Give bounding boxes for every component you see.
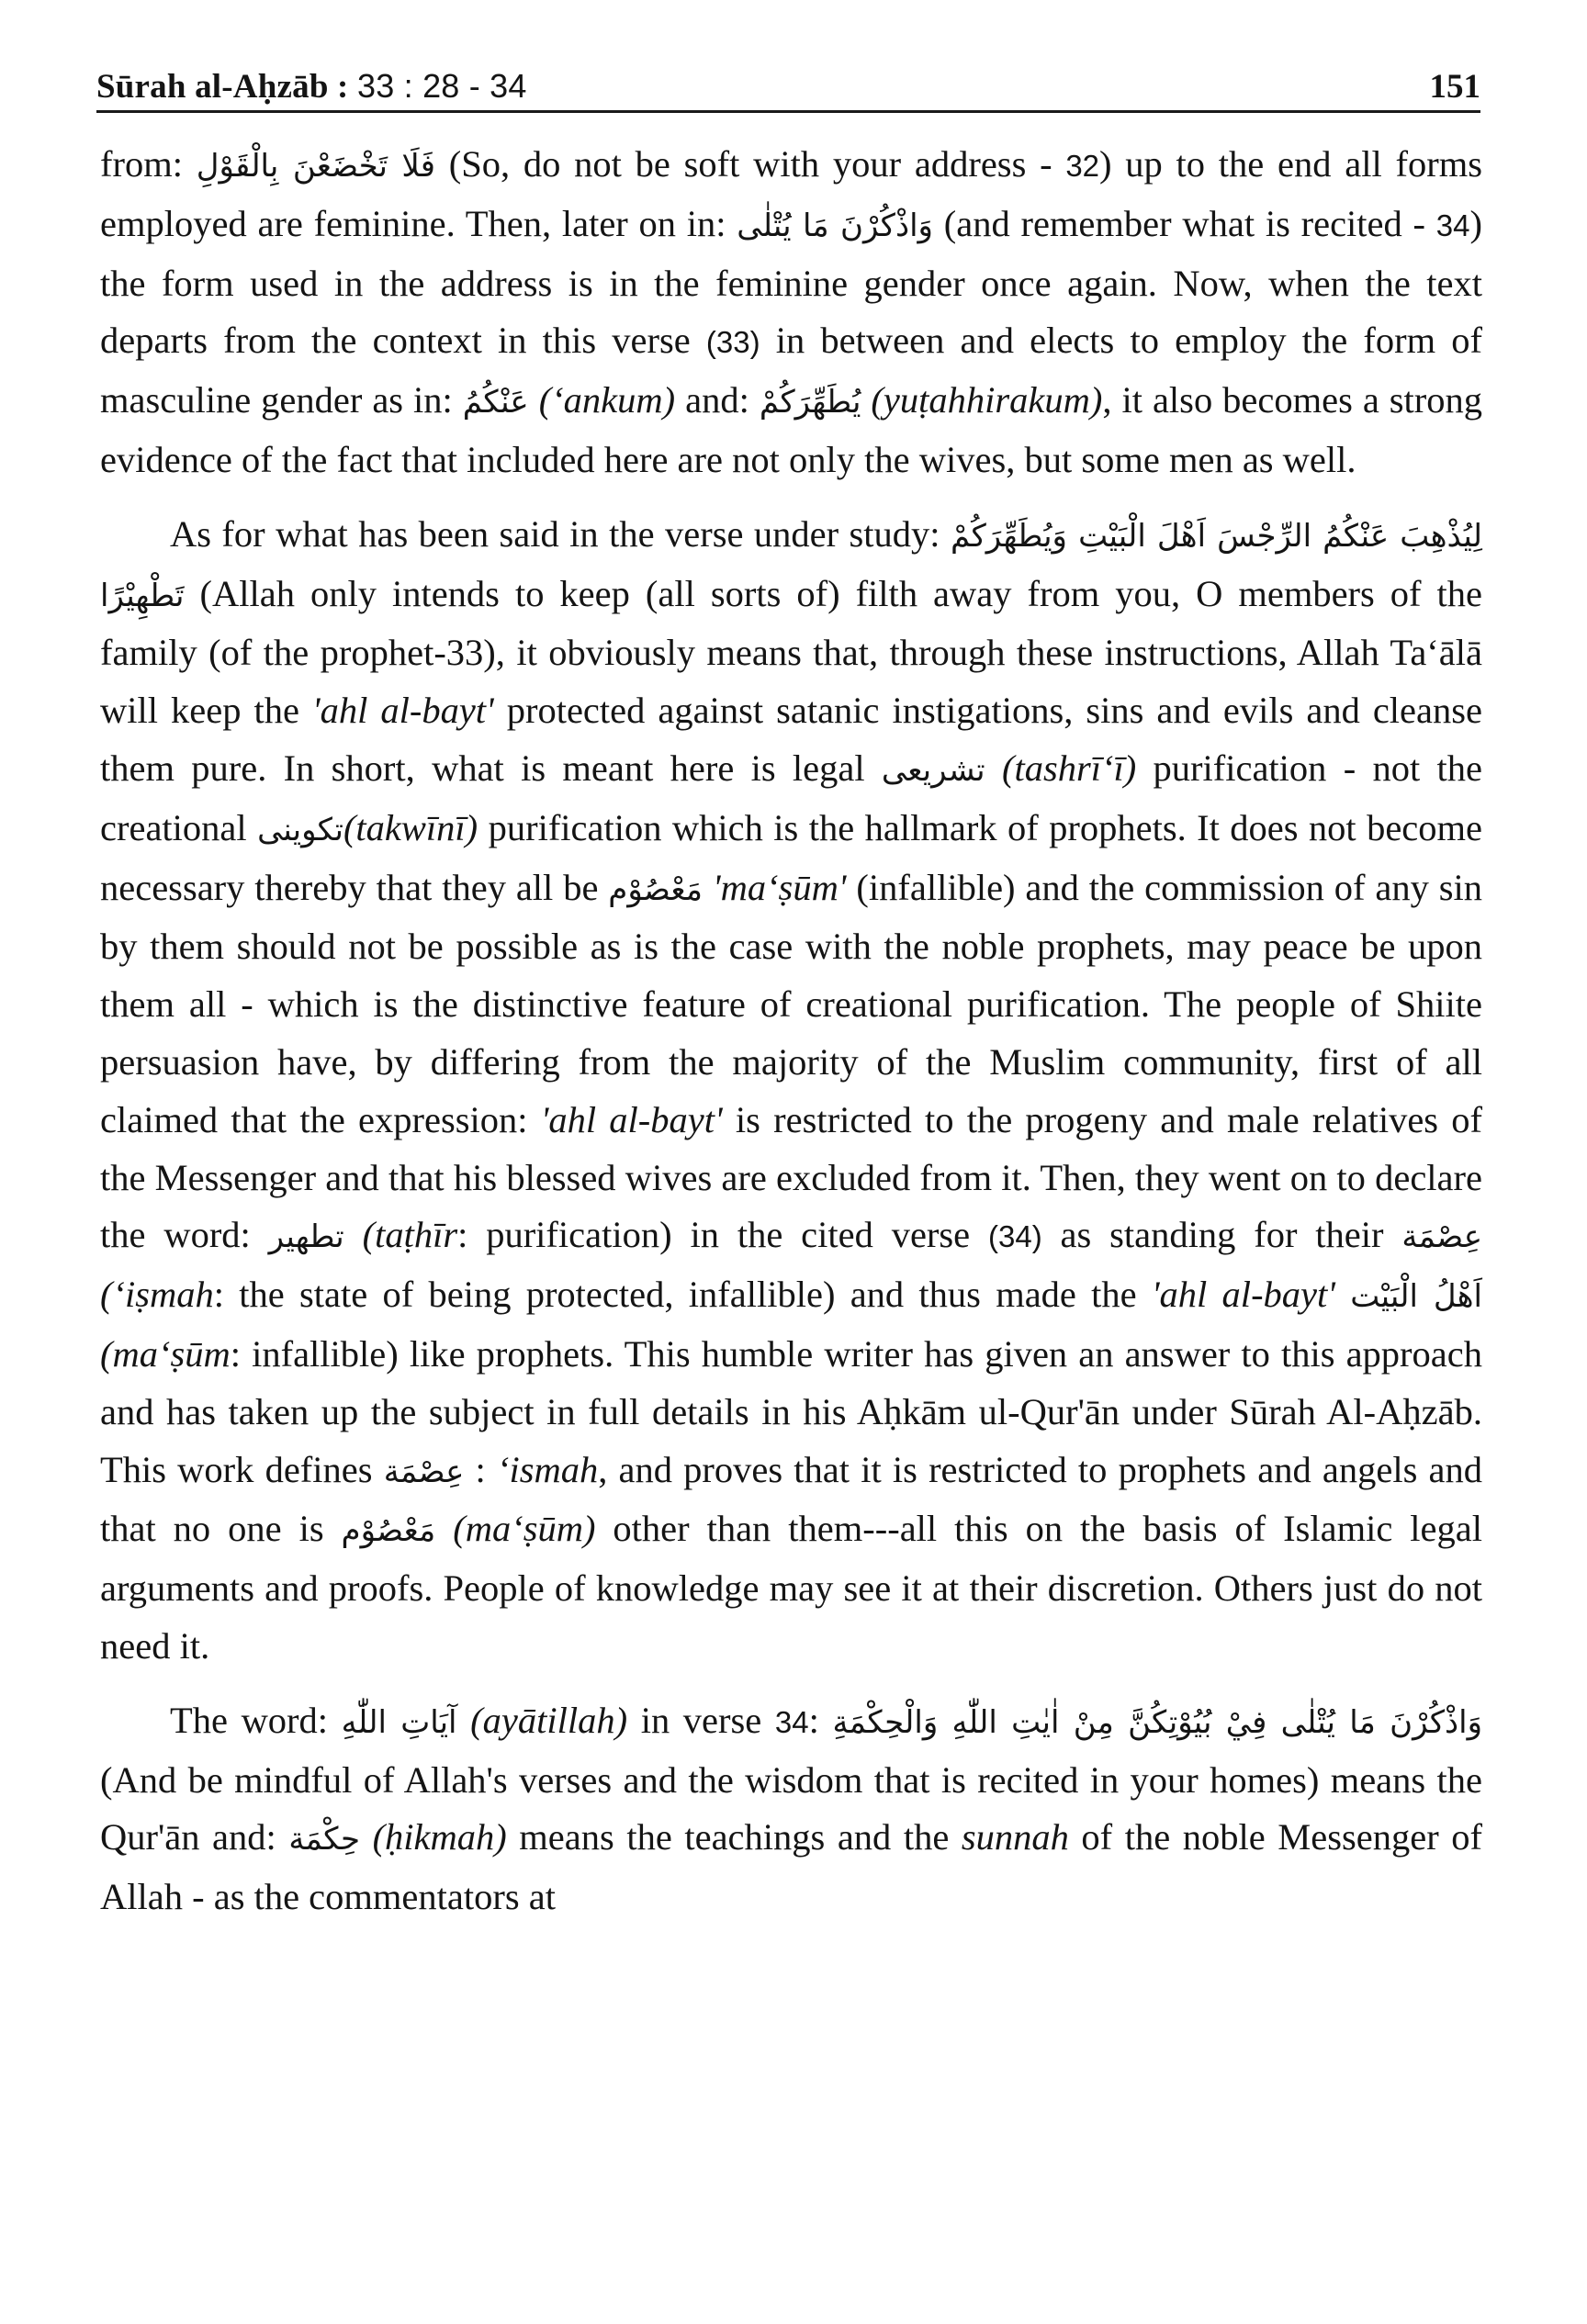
- verse-range: 33 : 28 - 34: [357, 67, 527, 105]
- text: means the teachings and the: [506, 1816, 962, 1858]
- page-number: 151: [1429, 68, 1480, 106]
- arabic-phrase: عِصْمَة: [383, 1453, 465, 1490]
- paragraph-1: [100, 136, 1482, 489]
- transliteration: ‘ismah: [496, 1448, 599, 1490]
- text: protected against satanic instigations, sins and evils and cleanse them pure. In short, what is meant here is legal: [100, 690, 1482, 789]
- verse-number: 32: [1065, 149, 1100, 183]
- page-header: [96, 48, 1480, 107]
- transliteration: (‘iṣmah: [100, 1274, 214, 1316]
- transliteration: 'ahl al-bayt': [311, 690, 494, 732]
- text: in verse: [627, 1699, 775, 1741]
- transliteration: (takwīnī): [343, 806, 478, 848]
- arabic-phrase: تطهیر: [268, 1218, 344, 1256]
- transliteration: 'ma‘ṣūm': [712, 866, 847, 908]
- text: , it also becomes a strong evidence of the fact that included here are not only the wives, but some men as well.: [100, 379, 1483, 480]
- header-rule: [96, 110, 1480, 113]
- verse-number: (34): [988, 1219, 1042, 1254]
- text: : infallible) like prophets. This humble writer has given an answer to this approach and has taken up the subject in full details in his Aḥkām ul-Qur'ān under Sūrah Al-Aḥzāb. This work defines: [100, 1332, 1482, 1490]
- arabic-phrase: آيَاتِ اللّٰهِ: [341, 1703, 457, 1741]
- paragraph-2: [100, 506, 1482, 1676]
- text: as standing for their: [1041, 1214, 1402, 1256]
- text: (infallible) and the commission of any sin by them should not be possible as is the case with the noble prophets, may peace be upon them all - which is the distinctive feature of creational purification. The people of Shiite persuasion have, by differing from the majority of the Muslim community, first of all claimed that the expression:: [100, 866, 1483, 1140]
- transliteration: (tashrī‘ī): [1001, 747, 1137, 789]
- transliteration: (ma‘ṣūm: [100, 1332, 231, 1375]
- transliteration: (taṭhīr: [362, 1214, 458, 1256]
- text: other than them---all this on the basis of Islamic legal arguments and proofs. People of knowledge may see it at their discretion. Others just do not need it.: [100, 1508, 1483, 1667]
- text: , and proves that it is restricted to prophets and angels and that no one is: [100, 1448, 1482, 1550]
- arabic-phrase: يُطَهِّرَكُمْ: [759, 384, 861, 421]
- text: : purification) in the cited verse: [457, 1214, 988, 1256]
- arabic-phrase: وَاذْكُرْنَ مَا يُتْلٰى: [737, 207, 933, 244]
- text: ) up to the end all forms employed are feminine. Then, later on in:: [100, 143, 1482, 244]
- text: of the noble Messenger of Allah - as the commentators at: [100, 1816, 1482, 1918]
- arabic-phrase: حِكْمَة: [288, 1821, 361, 1858]
- text: (and remember what is recited -: [932, 202, 1436, 244]
- surah-title: Sūrah al-Aḥzāb :: [96, 68, 349, 106]
- text: (And be mindful of Allah's verses and the wisdom that is recited in your homes) means the Qur'ān and:: [100, 1758, 1482, 1858]
- arabic-phrase: تکوینی: [257, 811, 343, 848]
- body-text: [100, 136, 1482, 1926]
- transliteration: (‘ankum): [538, 379, 676, 421]
- transliteration: sunnah: [961, 1816, 1069, 1858]
- text: in between and elects to employ the form of masculine gender as in:: [100, 320, 1482, 421]
- text: from:: [100, 143, 197, 185]
- running-head: [96, 67, 527, 107]
- text: As for what has been said in the verse under study:: [170, 512, 951, 555]
- text: : the state of being protected, infallible) and thus made the: [213, 1274, 1152, 1316]
- arabic-phrase: عَنْكُمُ: [462, 384, 529, 421]
- arabic-phrase: تشریعی: [881, 751, 985, 789]
- transliteration: (ḥikmah): [372, 1816, 507, 1858]
- text: purification which is the hallmark of prophets. It does not become necessary thereby that they all be: [100, 806, 1482, 908]
- paragraph-3: [100, 1692, 1482, 1926]
- transliteration: (ma‘ṣūm): [453, 1508, 596, 1550]
- text: :: [808, 1699, 833, 1741]
- arabic-phrase: مَعْصُوْم: [341, 1512, 436, 1550]
- text: The word:: [170, 1699, 342, 1741]
- arabic-phrase: اَهْلُ الْبَيْت: [1350, 1278, 1482, 1316]
- arabic-phrase: عِصْمَة: [1401, 1218, 1483, 1256]
- verse-number: (33): [705, 325, 760, 360]
- text: is restricted to the progeny and male relatives of the Messenger and that his blessed wives are excluded from it. Then, they went on to declare the word:: [100, 1098, 1483, 1256]
- transliteration: 'ahl al-bayt': [1151, 1274, 1335, 1316]
- verse-number: 34: [774, 1704, 809, 1739]
- transliteration: (yuṭahhirakum): [871, 379, 1103, 421]
- arabic-phrase: فَلَا تَخْضَعْنَ بِالْقَوْلِ: [196, 148, 435, 185]
- verse-number: 34: [1435, 208, 1470, 242]
- text: (So, do not be soft with your address -: [434, 143, 1066, 185]
- text: purification - not the creational: [100, 747, 1482, 848]
- text: :: [464, 1448, 497, 1490]
- text: ) the form used in the address is in the feminine gender once again. Now, when the text departs from the context in this verse: [100, 202, 1482, 362]
- transliteration: (ayātillah): [470, 1699, 628, 1741]
- arabic-phrase: مَعْصُوْم: [608, 870, 703, 908]
- arabic-phrase: لِيُذْهِبَ عَنْكُمُ الرِّجْسَ اَهْلَ الْبَيْتِ وَيُطَهِّرَكُمْ تَطْهِيْرًا: [100, 517, 1482, 614]
- text: and:: [675, 379, 760, 421]
- text: (Allah only intends to keep (all sorts of) filth away from you, O members of the family (of the prophet-33), it obviously means that, through these instructions, Allah Ta‘ālā will keep the: [100, 572, 1482, 732]
- arabic-phrase: وَاذْكُرْنَ مَا يُتْلٰى فِيْ بُيُوْتِكُنَّ مِنْ اٰيٰتِ اللّٰهِ وَالْحِكْمَةِ: [832, 1703, 1483, 1741]
- transliteration: 'ahl al-bayt': [540, 1098, 723, 1140]
